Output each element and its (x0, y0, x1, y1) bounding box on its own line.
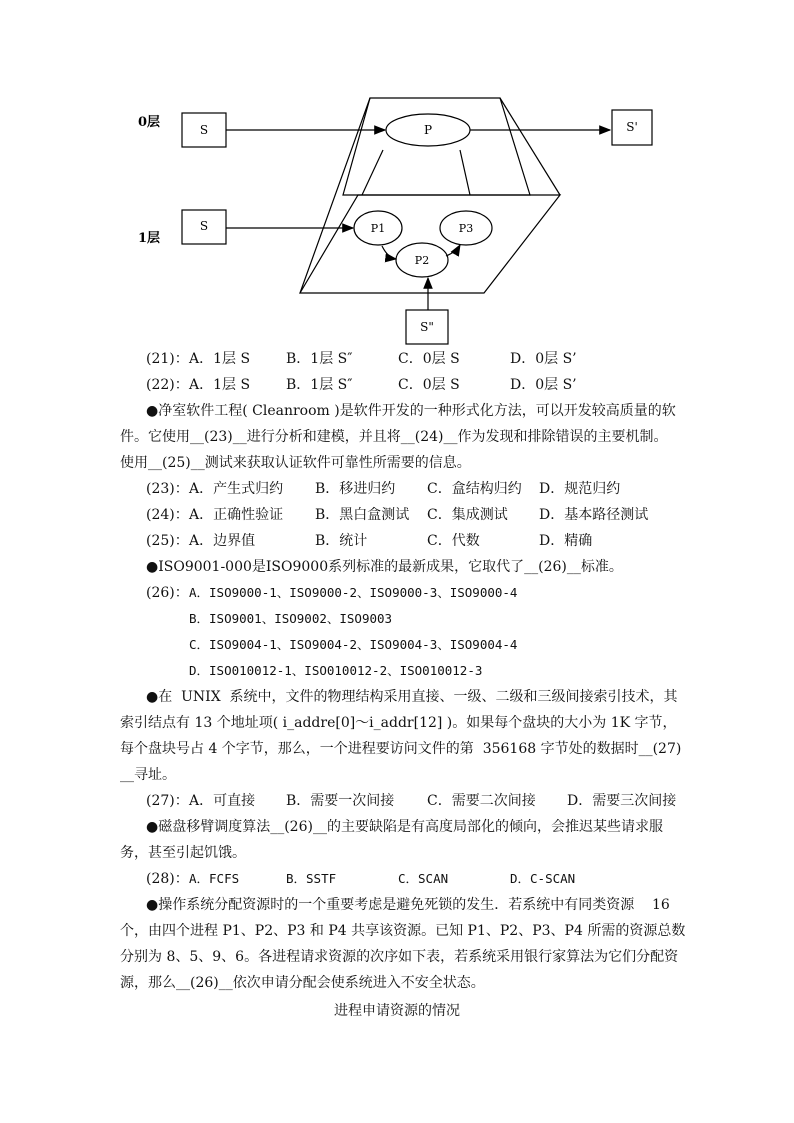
q28-option-d: D．C-SCAN (510, 871, 576, 886)
q21-num: (21)： (146, 351, 189, 367)
q23-option-c: C．盒结构归约 (427, 481, 522, 497)
deadlock-line-3: 分别为 8、5、9、6。各进程请求资源的次序如下表，若系统采用银行家算法为它们分配资 (120, 949, 679, 965)
q25-option-c: C．代数 (427, 533, 480, 549)
q26-option-c: C．ISO9004-1、ISO9004-2、ISO9004-3、ISO9004-4 (189, 637, 518, 652)
q27-option-a: A．可直接 (189, 793, 256, 809)
q23-num: (23)： (146, 481, 189, 497)
unix-line-3: 每个盘块号占 4 个字节，那么，一个进程要访问文件的第 356168 字节处的数据时__(27) (120, 741, 682, 757)
deadlock-line-4: 源，那么__(26)__依次申请分配会使系统进入不安全状态。 (120, 975, 485, 991)
q24-option-d: D．基本路径测试 (539, 507, 649, 523)
q21-option-a: A．1层 S (189, 351, 251, 367)
box-s-prime-label: S' (626, 120, 638, 134)
q23-option-d: D．规范归约 (539, 481, 621, 497)
cleanroom-line-1: ●净室软件工程( Cleanroom )是软件开发的一种形式化方法，可以开发较高质量的软 (146, 403, 676, 419)
q26-option-a: A．ISO9000-1、ISO9000-2、ISO9000-3、ISO9000-4 (189, 585, 518, 600)
layer0-label: 0层 (138, 115, 161, 130)
iso-paragraph: ●ISO9001-000是ISO9000系列标准的最新成果，它取代了__(26)__标准。 (146, 559, 623, 575)
q28-num: (28)： (146, 871, 189, 887)
q25-option-b: B．统计 (315, 533, 368, 549)
q23-option-b: B．移进归约 (315, 481, 396, 497)
q25-option-d: D．精确 (539, 533, 593, 549)
box-s-top-label: S (199, 123, 209, 137)
deadlock-line-2: 个，由四个进程 P1、P2、P3 和 P4 共享该资源。已知 P1、P2、P3、P4 所需的资源总数 (120, 923, 686, 939)
layer1-label: 1层 (138, 231, 161, 246)
q27-option-b: B．需要一次间接 (286, 793, 395, 809)
q24-option-a: A．正确性验证 (189, 507, 284, 523)
node-p3-label: P3 (458, 222, 474, 235)
q22-option-d: D．0层 S’ (510, 377, 577, 393)
q27-option-c: C．需要二次间接 (427, 793, 536, 809)
node-p-label: P (423, 123, 433, 137)
layer-diagram (0, 0, 794, 345)
cleanroom-line-3: 使用__(25)__测试来获取认证软件可靠性所需要的信息。 (120, 455, 471, 471)
q23-option-a: A．产生式归约 (189, 481, 284, 497)
q26-option-d: D．ISO010012-1、ISO010012-2、ISO010012-3 (189, 663, 483, 678)
q27-num: (27)： (146, 793, 189, 809)
unix-line-2: 索引结点有 13 个地址项( i_addre[0]～i_addr[12] )。如果每个盘块的大小为 1K 字节， (120, 715, 677, 731)
q28-option-b: B．SSTF (286, 871, 337, 886)
deadlock-line-1: ●操作系统分配资源时的一个重要考虑是避免死锁的发生．若系统中有同类资源 16 (146, 897, 670, 913)
disk-line-2: 务，甚至引起饥饿。 (120, 845, 246, 861)
box-s-dprime-label: S" (420, 320, 434, 334)
unix-line-4: __寻址。 (120, 767, 176, 783)
q24-option-c: C．集成测试 (427, 507, 508, 523)
q21-option-d: D．0层 S’ (510, 351, 577, 367)
q21-option-b: B．1层 S″ (286, 351, 353, 367)
box-s-mid-label: S (199, 219, 209, 233)
q28-option-c: C．SCAN (398, 871, 449, 886)
unix-line-1: ●在 UNIX 系统中，文件的物理结构采用直接、一级、二级和三级间接索引技术，其 (146, 689, 678, 705)
disk-line-1: ●磁盘移臂调度算法__(26)__的主要缺陷是有高度局部化的倾向，会推迟某些请求服 (146, 819, 663, 835)
q22-num: (22)： (146, 377, 189, 393)
cleanroom-line-2: 件。它使用__(23)__进行分析和建模，并且将__(24)__作为发现和排除错误的主要机制。 (120, 429, 668, 445)
q22-option-a: A．1层 S (189, 377, 251, 393)
q21-option-c: C．0层 S (398, 351, 460, 367)
q28-option-a: A．FCFS (189, 871, 240, 886)
q26-num: (26)： (146, 585, 189, 601)
q26-option-b: B．ISO9001、ISO9002、ISO9003 (189, 611, 393, 626)
q25-num: (25)： (146, 533, 189, 549)
q27-option-d: D．需要三次间接 (567, 793, 677, 809)
q22-option-c: C．0层 S (398, 377, 460, 393)
q24-option-b: B．黑白盒测试 (315, 507, 410, 523)
q25-option-a: A．边界值 (189, 533, 256, 549)
node-p2-label: P2 (414, 254, 430, 267)
q22-option-b: B．1层 S″ (286, 377, 353, 393)
table-caption: 进程申请资源的情况 (334, 1003, 460, 1019)
q24-num: (24)： (146, 507, 189, 523)
node-p1-label: P1 (370, 222, 386, 235)
